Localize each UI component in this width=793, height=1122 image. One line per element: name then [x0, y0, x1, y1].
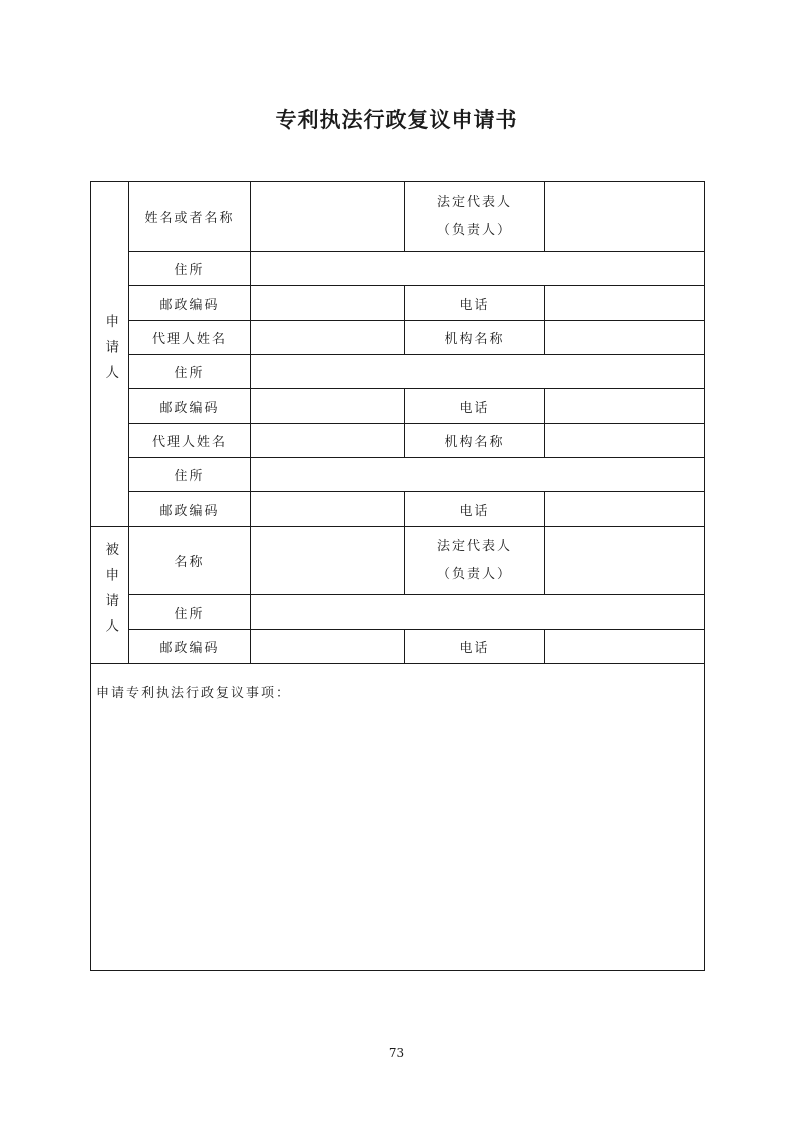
applicant-postcode-label: 邮政编码 — [129, 286, 251, 321]
respondent-name-label: 名称 — [129, 527, 251, 595]
applicant-postcode-row — [91, 286, 705, 321]
applicant-legal-rep-label-line1: 法定代表人 — [436, 194, 512, 210]
respondent-address-field[interactable] — [251, 595, 705, 630]
agent2-address-row — [91, 458, 705, 492]
agent1-name-label: 代理人姓名 — [129, 321, 251, 355]
agent2-phone-field[interactable] — [545, 492, 705, 527]
agent2-postcode-field[interactable] — [251, 492, 405, 527]
respondent-legal-rep-label — [405, 527, 545, 595]
respondent-address-row — [91, 595, 705, 630]
agent2-org-field[interactable] — [545, 424, 705, 458]
agent1-address-label: 住所 — [129, 355, 251, 389]
agent2-org-label: 机构名称 — [405, 424, 545, 458]
respondent-section-label-text: 被申请人 — [102, 542, 119, 644]
respondent-address-label: 住所 — [129, 595, 251, 630]
applicant-address-field[interactable] — [251, 252, 705, 286]
respondent-legal-rep-field[interactable] — [545, 527, 705, 595]
agent1-phone-label: 电话 — [405, 389, 545, 424]
agent1-postcode-label: 邮政编码 — [129, 389, 251, 424]
applicant-name-field[interactable] — [251, 182, 405, 252]
matters-field[interactable] — [91, 664, 705, 971]
applicant-address-label: 住所 — [129, 252, 251, 286]
applicant-legal-rep-label — [405, 182, 545, 252]
agent1-name-field[interactable] — [251, 321, 405, 355]
agent2-name-field[interactable] — [251, 424, 405, 458]
applicant-phone-field[interactable] — [545, 286, 705, 321]
matters-row — [91, 664, 705, 971]
matters-label: 申请专利执法行政复议事项： — [96, 686, 292, 701]
respondent-postcode-row — [91, 630, 705, 664]
respondent-name-row — [91, 527, 705, 595]
respondent-postcode-label: 邮政编码 — [129, 630, 251, 664]
applicant-phone-label: 电话 — [405, 286, 545, 321]
application-form-table — [90, 181, 705, 971]
agent2-phone-label: 电话 — [405, 492, 545, 527]
respondent-name-field[interactable] — [251, 527, 405, 595]
respondent-section-label — [91, 527, 129, 664]
agent1-address-row — [91, 355, 705, 389]
applicant-postcode-field[interactable] — [251, 286, 405, 321]
agent2-name-label: 代理人姓名 — [129, 424, 251, 458]
agent2-postcode-row — [91, 492, 705, 527]
document-title: 专利执法行政复议申请书 — [275, 108, 518, 132]
agent1-postcode-row — [91, 389, 705, 424]
agent2-name-row — [91, 424, 705, 458]
respondent-phone-field[interactable] — [545, 630, 705, 664]
agent2-postcode-label: 邮政编码 — [129, 492, 251, 527]
respondent-postcode-field[interactable] — [251, 630, 405, 664]
respondent-legal-rep-label-line2: （负责人） — [436, 566, 512, 582]
page-number: 73 — [388, 1046, 405, 1060]
applicant-section-label — [91, 182, 129, 527]
applicant-section-label-text: 申请人 — [102, 313, 119, 391]
agent1-phone-field[interactable] — [545, 389, 705, 424]
respondent-phone-label: 电话 — [405, 630, 545, 664]
applicant-legal-rep-field[interactable] — [545, 182, 705, 252]
agent1-postcode-field[interactable] — [251, 389, 405, 424]
applicant-legal-rep-label-line2: （负责人） — [436, 222, 512, 238]
agent1-name-row — [91, 321, 705, 355]
agent1-org-label: 机构名称 — [405, 321, 545, 355]
agent1-address-field[interactable] — [251, 355, 705, 389]
applicant-name-row — [91, 182, 705, 252]
applicant-name-label: 姓名或者名称 — [129, 182, 251, 252]
agent2-address-label: 住所 — [129, 458, 251, 492]
agent2-address-field[interactable] — [251, 458, 705, 492]
respondent-legal-rep-label-line1: 法定代表人 — [436, 538, 512, 554]
applicant-address-row — [91, 252, 705, 286]
agent1-org-field[interactable] — [545, 321, 705, 355]
